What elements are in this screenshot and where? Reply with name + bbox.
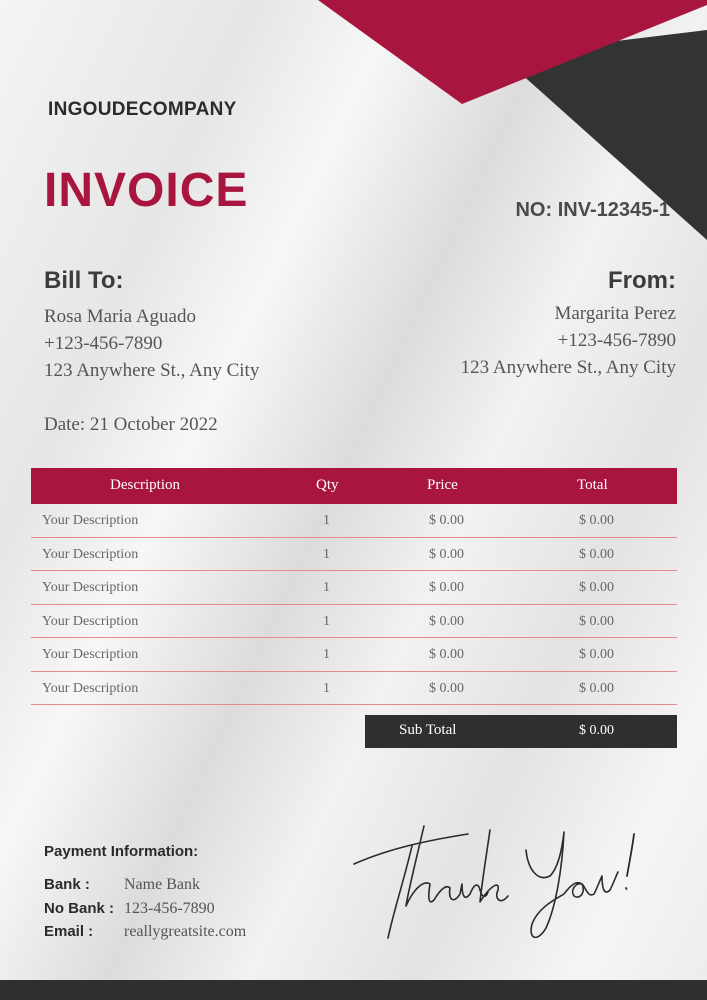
thank-you-signature — [350, 810, 650, 950]
row-total: $ 0.00 — [579, 513, 614, 528]
row-qty: 1 — [323, 546, 330, 562]
header-qty: Qty — [316, 477, 339, 493]
subtotal-bar — [365, 715, 677, 748]
bill-to-address: 123 Anywhere St., Any City — [44, 360, 260, 381]
row-qty: 1 — [323, 580, 330, 595]
row-qty: 1 — [323, 613, 330, 629]
row-total: $ 0.00 — [579, 580, 614, 595]
email-value: reallygreatsite.com — [124, 923, 247, 940]
signature-exclamation — [626, 834, 634, 889]
bank-value: Name Bank — [124, 876, 200, 893]
row-description: Your Description — [42, 647, 139, 662]
row-description: Your Description — [42, 680, 139, 696]
company-name: INGOUDECOMPANY — [48, 99, 237, 120]
table-header — [31, 468, 677, 504]
row-price: $ 0.00 — [429, 546, 464, 562]
header-total: Total — [577, 477, 608, 493]
row-qty: 1 — [323, 647, 330, 662]
subtotal-value: $ 0.00 — [579, 723, 614, 738]
table-row — [31, 538, 677, 572]
footer-bar — [0, 980, 707, 1000]
from-name: Margarita Perez — [554, 303, 676, 324]
bank-label: Bank : — [44, 876, 90, 893]
row-qty: 1 — [323, 680, 330, 696]
row-qty: 1 — [323, 513, 330, 528]
email-label: Email : — [44, 923, 94, 940]
signature-you — [526, 832, 618, 937]
from-phone: +123-456-7890 — [557, 330, 676, 351]
bill-to-heading: Bill To: — [44, 267, 124, 294]
row-total: $ 0.00 — [579, 647, 614, 662]
table-row — [31, 571, 677, 605]
bill-to-phone: +123-456-7890 — [44, 333, 163, 354]
bill-to-details — [44, 303, 259, 384]
table-row — [31, 504, 677, 538]
table-row — [31, 638, 677, 672]
from-address: 123 Anywhere St., Any City — [460, 357, 676, 378]
row-total: $ 0.00 — [579, 680, 614, 696]
signature-hank — [406, 826, 508, 906]
row-price: $ 0.00 — [429, 513, 464, 528]
row-description: Your Description — [42, 580, 139, 595]
table-body — [31, 504, 677, 705]
invoice-title: INVOICE — [44, 164, 249, 217]
header-price: Price — [427, 477, 458, 493]
header-description: Description — [110, 477, 180, 493]
table-row — [31, 672, 677, 706]
from-heading: From: — [608, 267, 676, 294]
row-description: Your Description — [42, 546, 139, 562]
invoice-date: Date: 21 October 2022 — [44, 414, 218, 435]
subtotal-label: Sub Total — [399, 722, 457, 738]
table-row — [31, 605, 677, 639]
bill-to-name: Rosa Maria Aguado — [44, 306, 196, 327]
no-bank-value: 123-456-7890 — [124, 900, 215, 917]
from-details — [461, 300, 676, 381]
row-price: $ 0.00 — [429, 680, 464, 696]
no-bank-label: No Bank : — [44, 900, 115, 917]
row-description: Your Description — [42, 513, 139, 528]
payment-heading: Payment Information: — [44, 843, 199, 860]
row-description: Your Description — [42, 613, 139, 629]
row-price: $ 0.00 — [429, 613, 464, 629]
row-total: $ 0.00 — [579, 546, 614, 562]
row-total: $ 0.00 — [579, 613, 614, 629]
row-price: $ 0.00 — [429, 647, 464, 662]
row-price: $ 0.00 — [429, 580, 464, 595]
invoice-number: NO: INV-12345-1 — [515, 199, 670, 221]
